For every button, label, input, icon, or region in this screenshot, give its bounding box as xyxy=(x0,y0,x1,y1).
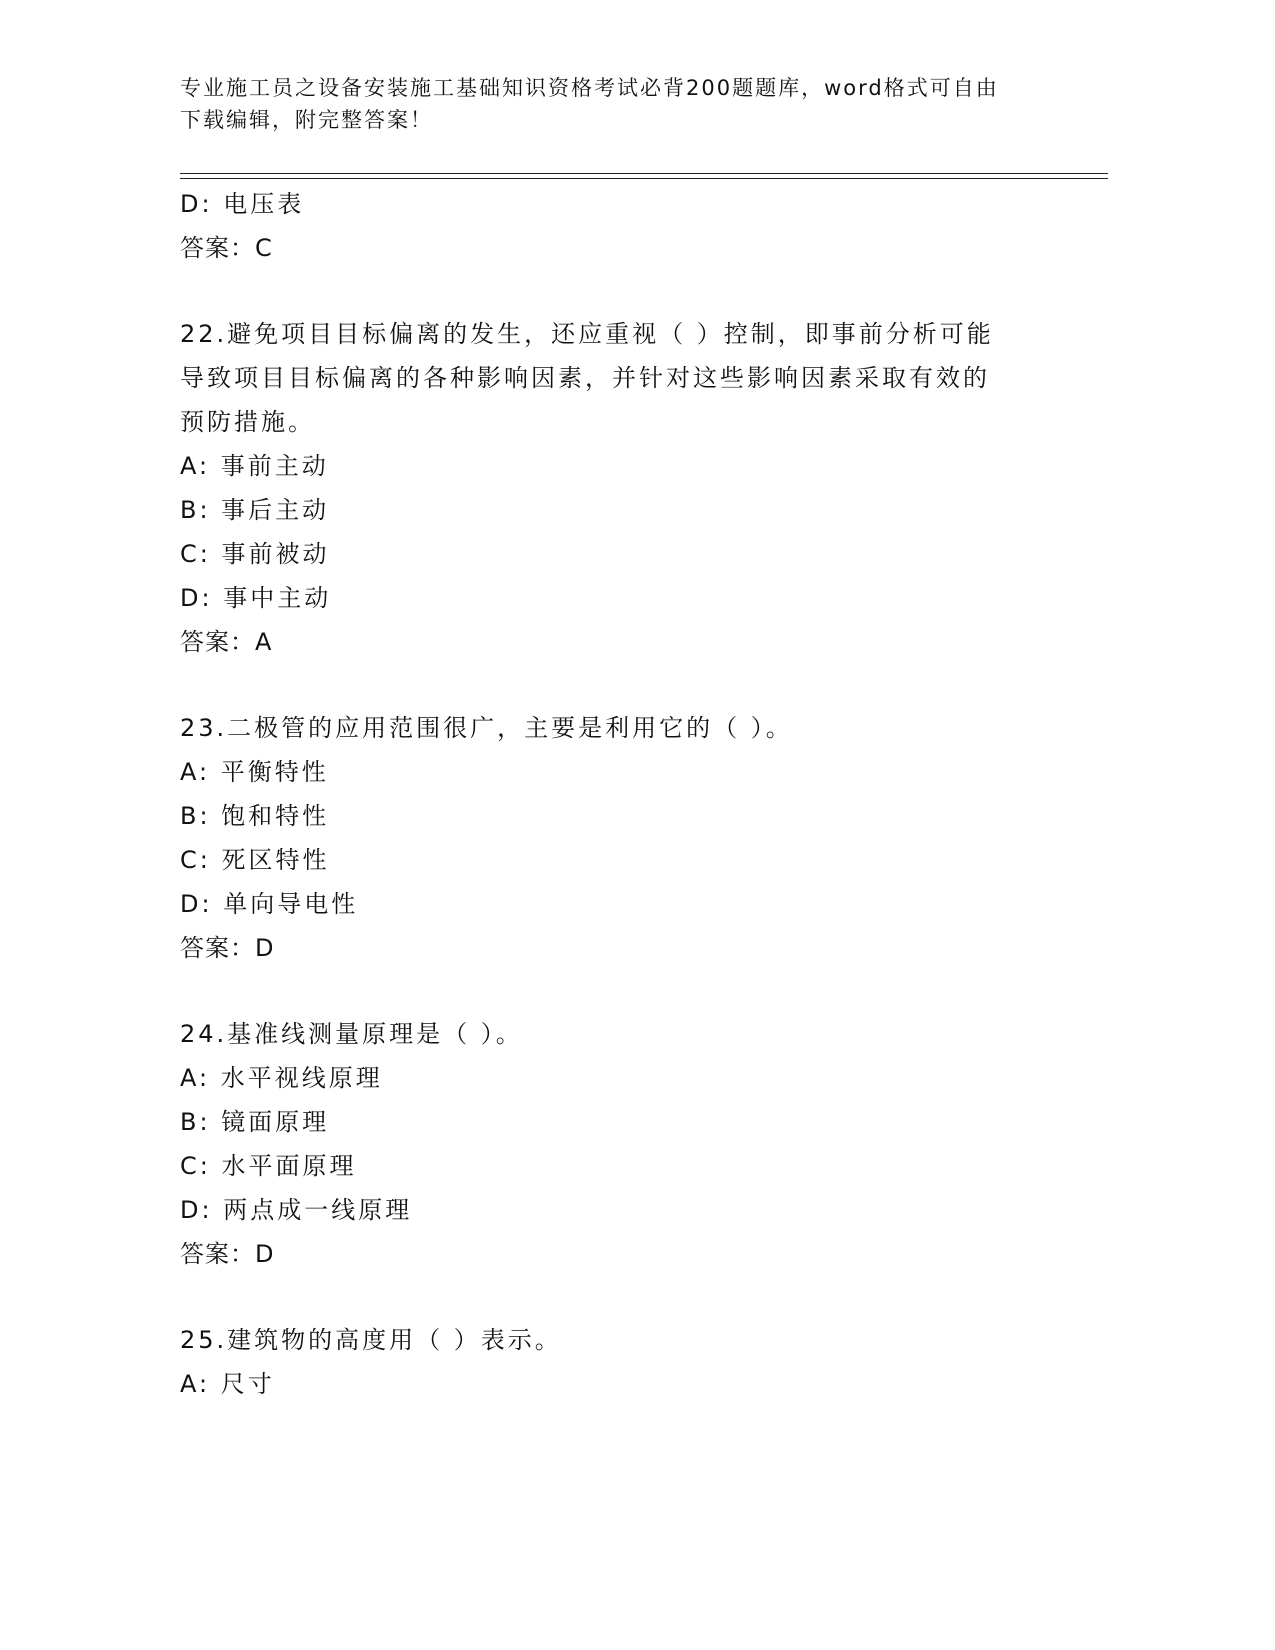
question-spacer xyxy=(180,270,1080,312)
question-25 xyxy=(180,1318,1080,1406)
option-c: C: 事前被动 xyxy=(180,540,330,568)
header-rule-top xyxy=(180,173,1108,174)
option-b: B: 饱和特性 xyxy=(180,802,330,830)
question-stem: 23.二极管的应用范围很广，主要是利用它的（ ）。 xyxy=(180,714,793,742)
question-24 xyxy=(180,1012,1080,1276)
option-c: C: 水平面原理 xyxy=(180,1152,357,1180)
question-21-tail xyxy=(180,182,1080,270)
question-stem: 预防措施。 xyxy=(180,408,315,436)
option-a: A: 尺寸 xyxy=(180,1370,275,1398)
question-23 xyxy=(180,706,1080,970)
header-line-2: 下载编辑，附完整答案！ xyxy=(180,108,433,132)
option-d: D: 电压表 xyxy=(180,190,305,218)
option-c: C: 死区特性 xyxy=(180,846,330,874)
question-spacer xyxy=(180,664,1080,706)
option-a: A: 水平视线原理 xyxy=(180,1064,383,1092)
option-a: A: 平衡特性 xyxy=(180,758,329,786)
question-stem: 22.避免项目目标偏离的发生，还应重视（ ）控制，即事前分析可能 xyxy=(180,320,994,348)
header-rule-bottom xyxy=(180,178,1108,179)
option-a: A: 事前主动 xyxy=(180,452,329,480)
question-spacer xyxy=(180,1276,1080,1318)
answer-line: 答案：A xyxy=(180,628,273,656)
question-22 xyxy=(180,312,1080,664)
question-stem: 25.建筑物的高度用（ ）表示。 xyxy=(180,1326,562,1354)
answer-line: 答案：D xyxy=(180,1240,275,1268)
question-spacer xyxy=(180,970,1080,1012)
option-d: D: 两点成一线原理 xyxy=(180,1196,413,1224)
question-stem: 导致项目目标偏离的各种影响因素，并针对这些影响因素采取有效的 xyxy=(180,364,990,392)
answer-line: 答案：C xyxy=(180,234,273,262)
question-stem: 24.基准线测量原理是（ ）。 xyxy=(180,1020,523,1048)
document-body xyxy=(180,182,1080,1406)
option-b: B: 事后主动 xyxy=(180,496,330,524)
header-line-1: 专业施工员之设备安装施工基础知识资格考试必背200题题库，word格式可自由 xyxy=(180,76,999,100)
option-d: D: 事中主动 xyxy=(180,584,332,612)
answer-line: 答案：D xyxy=(180,934,275,962)
option-b: B: 镜面原理 xyxy=(180,1108,330,1136)
option-d: D: 单向导电性 xyxy=(180,890,359,918)
document-header xyxy=(180,72,1030,136)
